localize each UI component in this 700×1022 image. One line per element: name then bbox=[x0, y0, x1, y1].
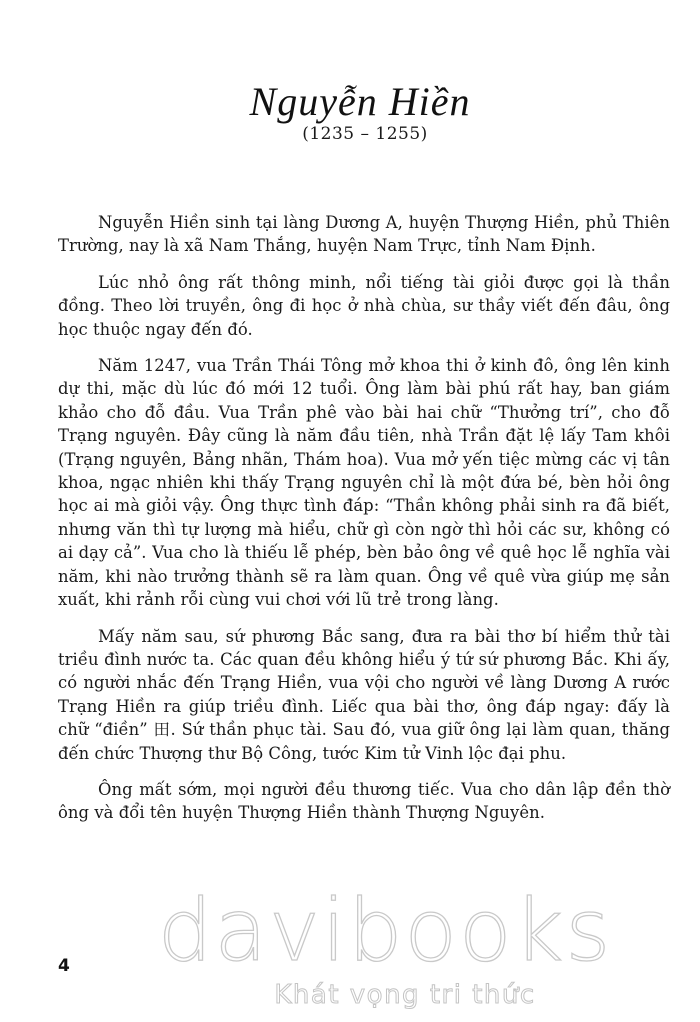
watermark-brand: davibooks bbox=[157, 881, 613, 981]
life-years: (1235 – 1255) bbox=[302, 124, 428, 144]
paragraph: Ông mất sớm, mọi người đều thương tiếc. Vua cho dân lập đền thờ ông và đổi tên huyện Thượng Hiền thành Thượng Nguyên. bbox=[58, 779, 670, 823]
body-text bbox=[58, 211, 670, 838]
page-number: 4 bbox=[58, 956, 70, 976]
paragraph: Năm 1247, vua Trần Thái Tông mở khoa thi ở kinh đô, ông lên kinh dự thi, mặc dù lúc đó mới 12 tuổi. Ông làm bài phú rất hay, ban giám khảo cho đỗ đầu. Vua Trần phê vào bài hai chữ “Thưởng trí”, cho đỗ Trạng nguyên. Đây cũng là năm đầu tiên, nhà Trần đặt lệ lấy Tam khôi (Trạng nguyên, Bảng nhãn, Thám hoa). Vua mở yến tiệc mừng các vị tân khoa, ngạc nhiên khi thấy Trạng nguyên chỉ là một đứa bé, bèn hỏi ông học ai mà giỏi vậy. Ông thực tình đáp: “Thần không phải sinh ra đã biết, nhưng văn thì tự lượng mà hiểu, chữ gì còn ngờ thì hỏi các sư, không có ai dạy cả”. Vua cho là thiếu lễ phép, bèn bảo ông về quê học lễ nghĩa vài năm, khi nào trưởng thành sẽ ra làm quan. Ông về quê vừa giúp mẹ sản xuất, khi rảnh rỗi cùng vui chơi với lũ trẻ trong làng. bbox=[58, 356, 670, 610]
paragraph: Nguyễn Hiền sinh tại làng Dương A, huyện Thượng Hiền, phủ Thiên Trường, nay là xã Nam Thắng, huyện Nam Trực, tỉnh Nam Định. bbox=[58, 213, 670, 256]
paragraph: Mấy năm sau, sứ phương Bắc sang, đưa ra bài thơ bí hiểm thử tài triều đình nước ta. Các quan đều không hiểu ý tứ sứ phương Bắc. Khi ấy, có người nhắc đến Trạng Hiền, vua vội cho người về làng Dương A rước Trạng Hiền ra giúp triều đình. Liếc qua bài thơ, ông đáp ngay: đấy là chữ “điền” 田. Sứ thần phục tài. Sau đó, vua giữ ông lại làm quan, thăng đến chức Thượng thư Bộ Công, tước Kim tử Vinh lộc đại phu. bbox=[58, 626, 670, 763]
chapter-title: Nguyễn Hiền bbox=[249, 79, 471, 124]
watermark-tagline: Khát vọng tri thức bbox=[274, 980, 536, 1010]
paragraph: Lúc nhỏ ông rất thông minh, nổi tiếng tài giỏi được gọi là thần đồng. Theo lời truyền, ông đi học ở nhà chùa, sư thầy viết đến đâu, ông học thuộc ngay đến đó. bbox=[58, 272, 670, 339]
